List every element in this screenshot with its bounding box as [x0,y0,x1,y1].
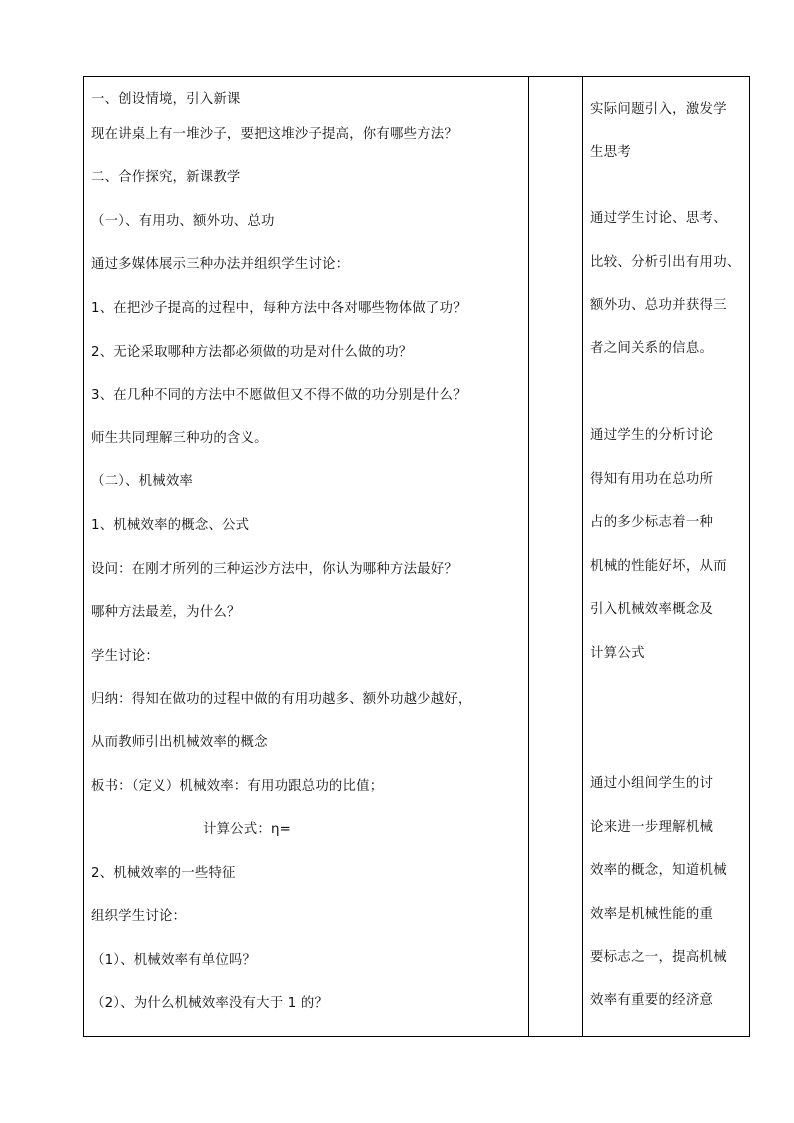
question-line: （1）、机械效率有单位吗？ [91,953,257,968]
text-line: 师生共同理解三种功的含义。 [91,431,268,446]
note-line: 生思考 [590,145,632,160]
text-line: 板书：（定义）机械效率：有用功跟总功的比值； [91,779,384,794]
question-line: 2、无论采取哪种方法都必须做的功是对什么做的功？ [91,345,413,360]
question-line: （2）、为什么机械效率没有大于 1 的？ [91,996,329,1011]
text-line: 现在讲桌上有一堆沙子，要把这堆沙子提高，你有哪些方法？ [91,127,458,142]
note-line: 通过学生讨论、思考、 [590,211,727,226]
note-line: 论来进一步理解机械 [590,820,714,835]
design-intent-column [583,77,749,1036]
note-line: 通过小组间学生的讨 [590,776,714,791]
note-line: 额外功、总功并获得三 [590,298,727,313]
text-line: 组织学生讨论： [91,909,187,924]
text-line: 通过多媒体展示三种办法并组织学生讨论： [91,257,350,272]
question-line: 3、在几种不同的方法中不愿做但又不得不做的功分别是什么？ [91,388,467,403]
note-line: 计算公式 [590,646,645,661]
column-divider [528,77,529,1036]
note-line: 占的多少标志着一种 [590,515,714,530]
teaching-process-column [84,77,528,1036]
note-line: 通过学生的分析讨论 [590,428,714,443]
note-line: 者之间关系的信息。 [590,341,714,356]
note-line: 比较、分析引出有用功、 [590,255,741,270]
note-line: 效率的概念，知道机械 [590,863,727,878]
question-line: 1、在把沙子提高的过程中，每种方法中各对哪些物体做了功？ [91,301,467,316]
section-heading: 一、创设情境，引入新课 [91,92,241,107]
formula-line: 计算公式：η= [203,822,292,837]
text-line: 从而教师引出机械效率的概念 [91,735,268,750]
text-line: 2、机械效率的一些特征 [91,866,236,881]
text-line: 哪种方法最差，为什么？ [91,605,241,620]
note-line: 机械的性能好坏，从而 [590,559,727,574]
note-line: 得知有用功在总功所 [590,472,714,487]
text-line: 归纳：得知在做功的过程中做的有用功越多、额外功越少越好， [91,692,472,707]
text-line: 学生讨论： [91,649,159,664]
text-line: 1、机械效率的概念、公式 [91,518,250,533]
note-line: 效率是机械性能的重 [590,907,714,922]
text-line: 设问：在刚才所列的三种运沙方法中，你认为哪种方法最好？ [91,562,458,577]
lesson-plan-table [83,76,750,1037]
section-heading: 二、合作探究，新课教学 [91,170,241,185]
note-line: 效率有重要的经济意 [590,993,714,1008]
note-line: 要标志之一，提高机械 [590,950,727,965]
note-line: 实际问题引入，激发学 [590,102,727,117]
note-line: 引入机械效率概念及 [590,602,714,617]
subsection-heading: （一）、有用功、额外功、总功 [91,214,275,229]
subsection-heading: （二）、机械效率 [91,474,194,489]
